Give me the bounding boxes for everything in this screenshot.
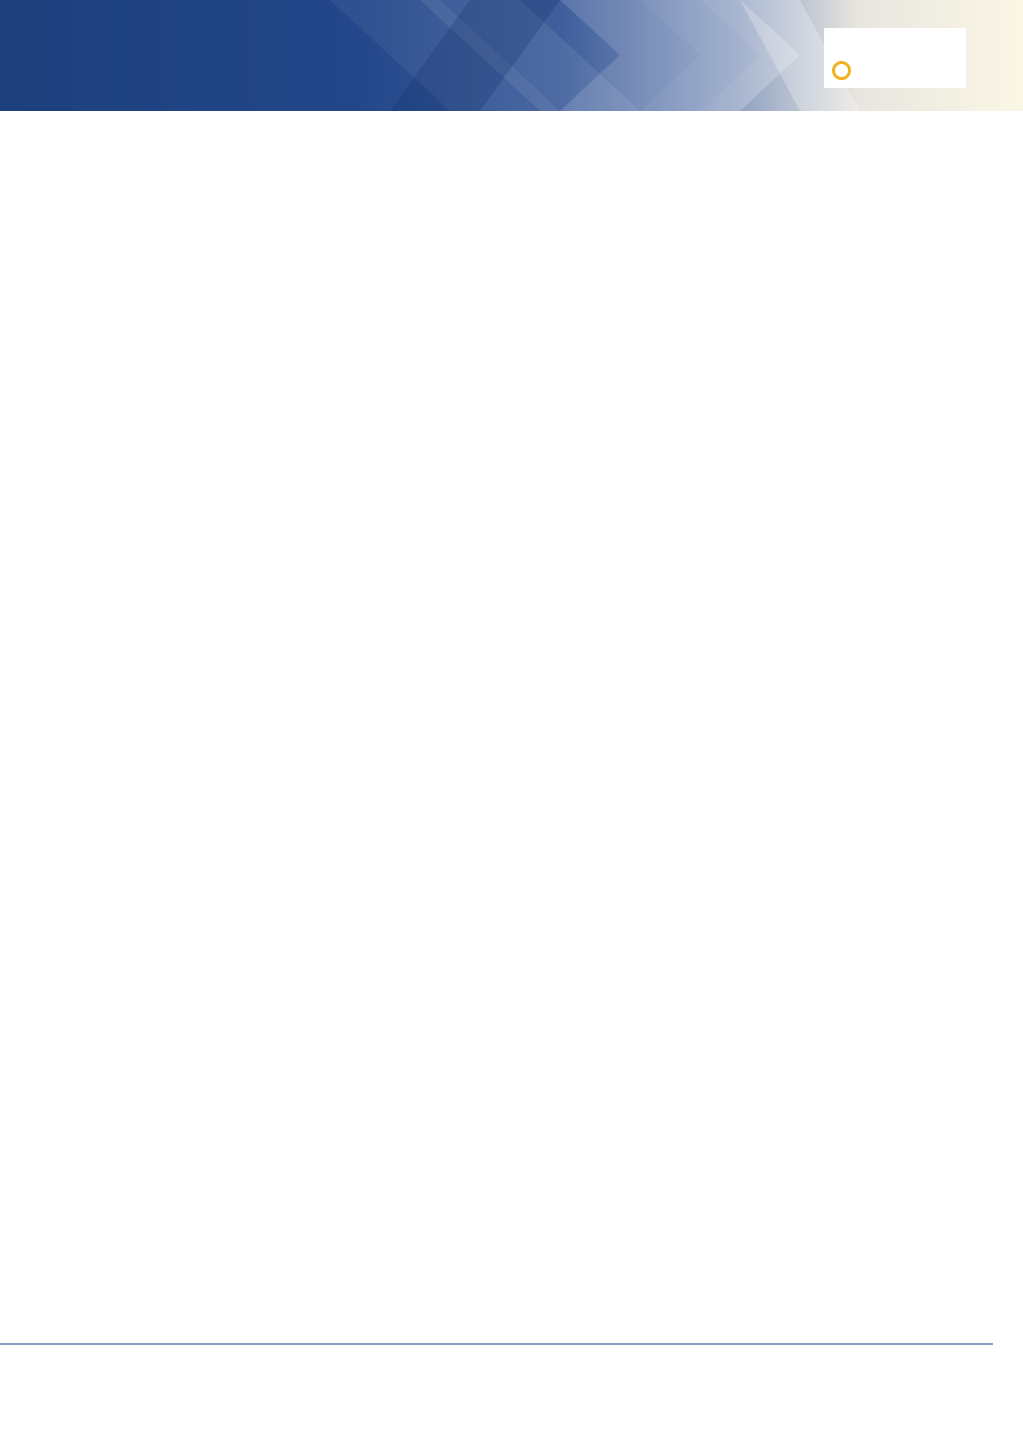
brand-logo — [824, 28, 966, 88]
footer-divider — [0, 1343, 993, 1345]
page-header — [0, 0, 1023, 111]
magnifier-icon — [832, 61, 851, 80]
